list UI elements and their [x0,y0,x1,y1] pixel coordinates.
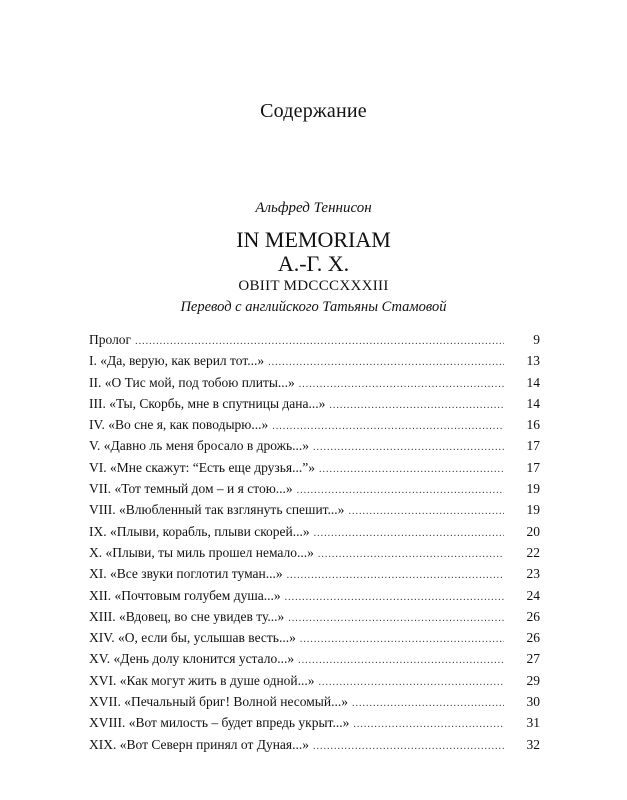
toc-entry [89,499,540,520]
toc-entry [89,457,540,478]
page-title: Содержание [260,100,367,122]
toc-page-number: 20 [526,523,540,539]
toc-entry-title: II. «О Тис мой, под тобою плиты...» [89,374,295,390]
toc-page-number: 27 [526,651,540,667]
toc-entry [89,372,540,393]
toc-page-number: 19 [526,481,540,497]
toc-entry-title: XVIII. «Вот милость – будет впредь укрыт...» [89,715,350,731]
toc-page-number: 14 [526,374,540,390]
toc-entry-title: XVII. «Печальный бриг! Волной несомый...» [89,694,348,710]
toc-entry [89,670,540,691]
toc-entry-title: I. «Да, верую, как верил тот...» [89,353,265,369]
dot-leader [300,629,504,650]
work-title: IN MEMORIAM [236,227,391,252]
toc-entry-title: XI. «Все звуки поглотил туман...» [89,566,283,582]
toc-entry [89,350,540,371]
toc-entry [89,435,540,456]
toc-page-number: 26 [526,630,540,646]
dot-leader [268,352,504,373]
toc-page-number: 32 [526,736,540,752]
dot-leader [135,331,504,352]
toc-entry [89,606,540,627]
dot-leader [285,587,504,608]
translator-credit: Перевод с английского Татьяны Стамовой [180,299,447,315]
toc-entry-title: VII. «Тот темный дом – и я стою...» [89,481,293,497]
table-of-contents [89,329,540,755]
dot-leader [272,416,504,437]
toc-entry [89,648,540,669]
toc-entry-title: XV. «День долу клонится устало...» [89,651,295,667]
toc-entry [89,563,540,584]
toc-entry-title: XVI. «Как могут жить в душе одной...» [89,672,315,688]
dot-leader [318,544,504,565]
toc-entry [89,478,540,499]
toc-entry-title: III. «Ты, Скорбь, мне в спутницы дана...» [89,395,326,411]
work-subtitle: А.-Г. Х. [277,251,350,276]
toc-entry-title: Пролог [89,332,132,347]
toc-entry [89,329,540,350]
dot-leader [299,374,504,395]
toc-entry-title: XII. «Почтовым голубем душа...» [89,587,281,603]
toc-page-number: 17 [526,459,540,475]
dot-leader [313,437,504,458]
toc-entry [89,585,540,606]
toc-page-number: 30 [526,694,540,710]
toc-page-number: 14 [526,395,540,411]
toc-entry-title: V. «Давно ль меня бросало в дрожь...» [89,438,310,454]
toc-entry [89,691,540,712]
toc-entry [89,627,540,648]
toc-entry-title: IV. «Во сне я, как поводырю...» [89,417,269,433]
toc-page-number: 19 [526,502,540,518]
toc-page-number: 16 [526,417,540,433]
dot-leader [288,608,504,629]
dot-leader [348,501,504,522]
author-name: Альфред Теннисон [255,200,372,216]
dot-leader [319,459,504,480]
toc-page-number: 9 [533,332,540,347]
toc-entry [89,542,540,563]
obiit-line: OBIIT MDCCCXXXIII [238,278,389,294]
dot-leader [298,650,504,671]
toc-entry-title: VI. «Мне скажут: “Есть еще друзья...”» [89,459,315,475]
dot-leader [353,714,504,735]
toc-entry-title: XIII. «Вдовец, во сне увидев ту...» [89,608,285,624]
dot-leader [319,672,504,693]
toc-page-number: 23 [526,566,540,582]
dot-leader [352,693,504,714]
toc-entry [89,393,540,414]
toc-entry-title: XIX. «Вот Северн принял от Дуная...» [89,736,309,752]
dot-leader [329,395,504,416]
toc-page-number: 29 [526,672,540,688]
toc-page-number: 17 [526,438,540,454]
toc-entry [89,521,540,542]
dot-leader [314,523,504,544]
toc-page-number: 26 [526,608,540,624]
dot-leader [313,736,504,757]
toc-entry-title: XIV. «О, если бы, услышав весть...» [89,630,296,646]
toc-entry [89,712,540,733]
toc-page-number: 31 [526,715,540,731]
toc-page-number: 24 [526,587,540,603]
toc-entry-title: VIII. «Влюбленный так взглянуть спешит...» [89,502,345,518]
dot-leader [297,480,504,501]
toc-entry [89,734,540,755]
toc-entry-title: X. «Плыви, ты миль прошел немало...» [89,544,314,560]
toc-page-number: 13 [526,353,540,369]
toc-entry-title: IX. «Плыви, корабль, плыви скорей...» [89,523,310,539]
toc-page-number: 22 [526,544,540,560]
dot-leader [287,565,504,586]
toc-entry [89,414,540,435]
